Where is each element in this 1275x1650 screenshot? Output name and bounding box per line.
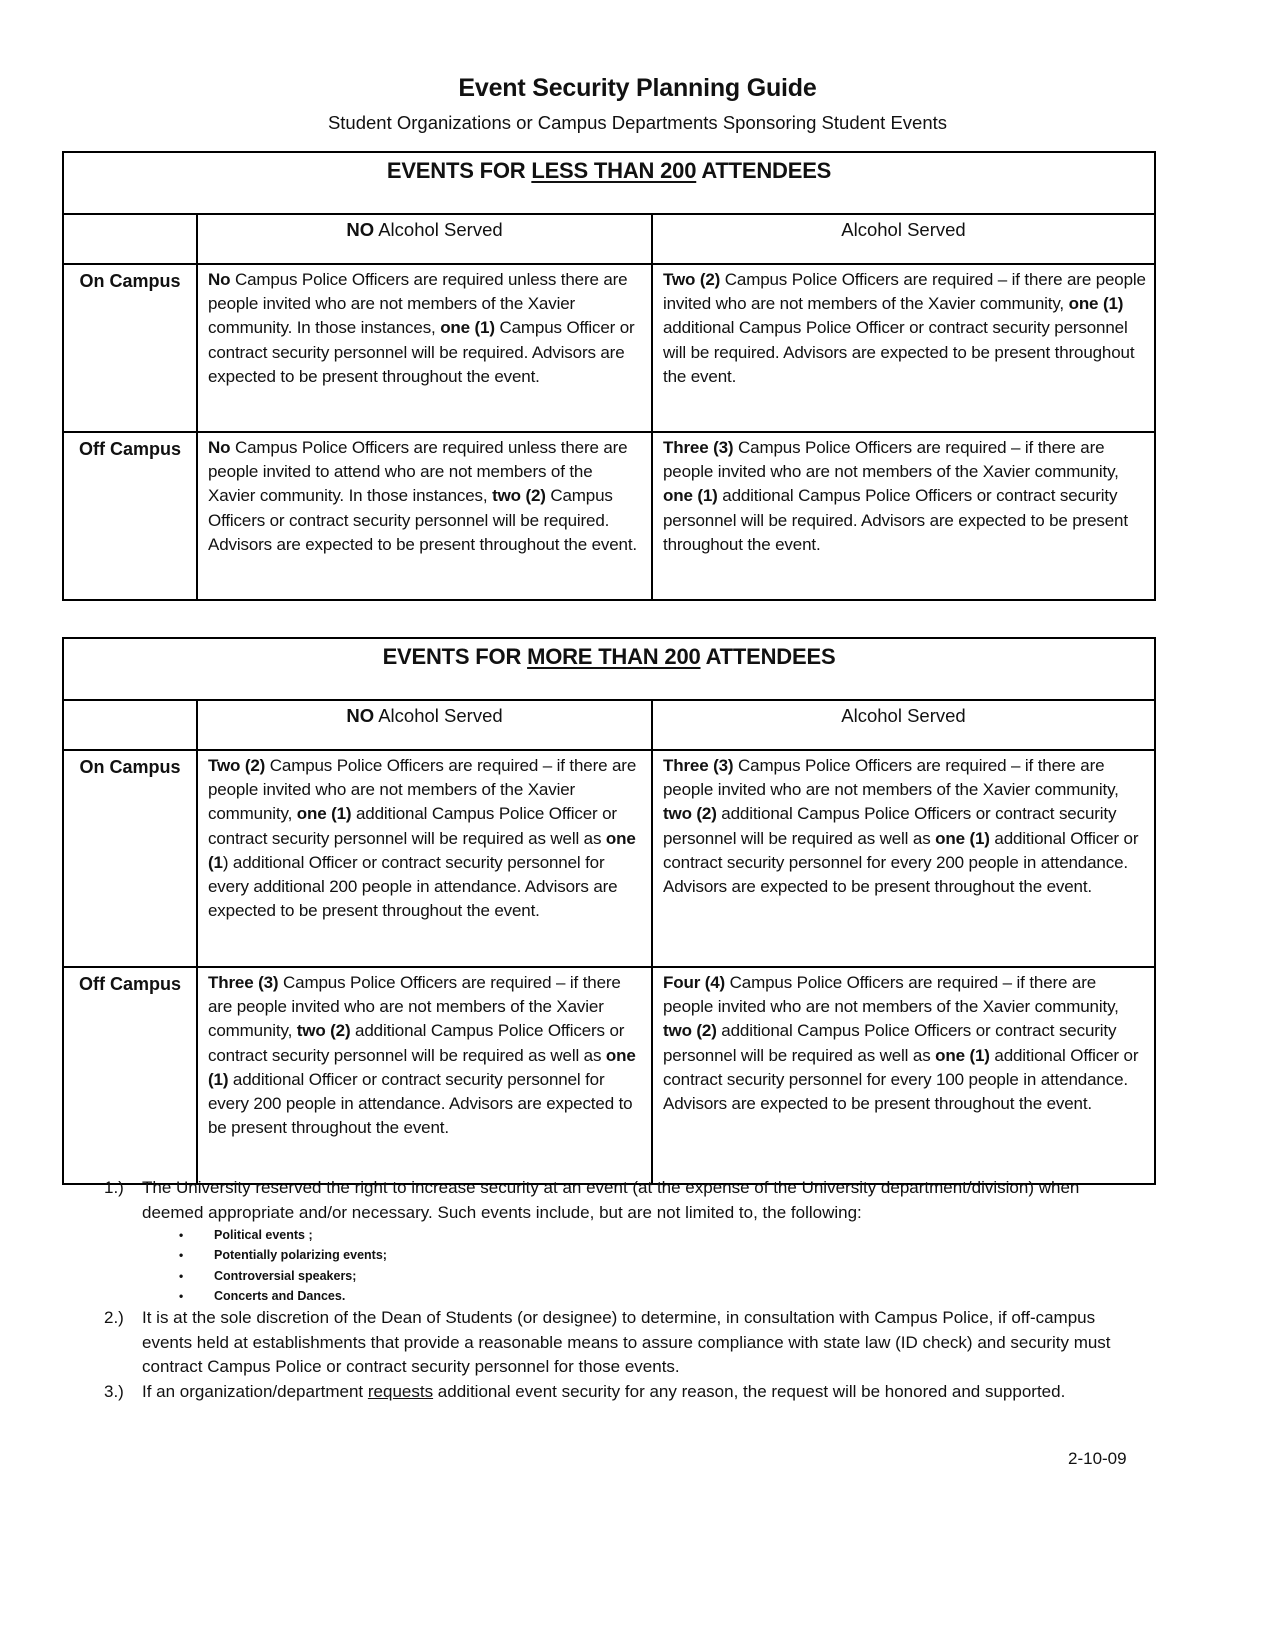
table-heading <box>63 638 1155 700</box>
cell-text: additional Officer or contract security personnel for every 100 people in attendance. Advisors are expected to be present throughout the event. <box>663 1045 1139 1114</box>
cell-text: Campus Police Officers are required – if there are people invited who are not members of the Xavier community, <box>663 438 1119 482</box>
cell-text: additional Campus Police Officers or contract security personnel will be required as well as <box>208 1021 625 1065</box>
cell-on-campus-alcohol <box>652 750 1155 967</box>
note-2 <box>104 1306 1144 1380</box>
list-item-text: Potentially polarizing events; <box>214 1248 387 1263</box>
column-header-no-alcohol <box>197 214 652 264</box>
cell-text: Campus Police Officers are required unless there are people invited to attend who are not members of the Xavier community. In those instances, <box>208 438 628 506</box>
column-header-alcohol: Alcohol Served <box>652 700 1155 750</box>
document-title: Event Security Planning Guide <box>458 74 817 102</box>
bold-text: No <box>208 270 231 289</box>
bold-text: two (2) <box>663 804 717 824</box>
row-label-off-campus: Off Campus <box>63 967 197 1184</box>
cell-text: Campus Police Officers are required unless there are people invited who are not members of the Xavier community. In those instances, <box>208 270 628 338</box>
heading-suffix: ATTENDEES <box>700 644 836 669</box>
heading-prefix: EVENTS FOR <box>382 644 528 669</box>
table-more-than-200 <box>62 637 1156 1185</box>
cell-text: ) additional Officer or contract security personnel for every additional 200 people in attendance. Advisors are expected to be present throughout the event. <box>208 852 618 921</box>
cell-on-campus-no-alcohol <box>197 264 652 432</box>
bold-text: one (1) <box>663 486 718 506</box>
note-text-part: If an organization/department <box>142 1381 368 1401</box>
bold-text: one (1 <box>208 828 636 872</box>
cell-text: additional Officer or contract security personnel for every 200 people in attendance. Advisors are expected to be present throughout the event. <box>208 1069 633 1138</box>
note-number: 2.) <box>104 1308 124 1328</box>
cell-off-campus-alcohol <box>652 432 1155 600</box>
note-text-part: additional event security for any reason, the request will be honored and supported. <box>433 1381 1066 1401</box>
table-less-than-200 <box>62 151 1156 601</box>
note-text <box>142 1380 1144 1405</box>
list-item-text: Concerts and Dances. <box>214 1288 346 1303</box>
bold-text: No <box>208 438 231 457</box>
bold-text: Four (4) <box>663 973 726 992</box>
bold-text: Three (3) <box>208 973 279 992</box>
bold-text: one (1) <box>935 828 990 848</box>
cell-text: Campus Police Officers are required – if there are people invited who are not members of the Xavier community, <box>663 973 1119 1017</box>
column-header-alcohol: Alcohol Served <box>652 214 1155 264</box>
list-item <box>179 1286 1144 1306</box>
bold-text: one (1) <box>1068 294 1124 314</box>
list-item-text: Political events ; <box>214 1228 313 1242</box>
bold-text: one (1) <box>296 804 352 824</box>
cell-text: Campus Officers or contract security personnel will be required. Advisors are expected to be present throughout the event. <box>208 486 638 554</box>
note-number: 1.) <box>104 1178 124 1197</box>
note-text: The University reserved the right to increase security at an event (at the expense of the University department/division) when deemed appropriate and/or necessary. Such events include, but are not limited to, the following: <box>142 1178 1080 1222</box>
table-row <box>63 750 1155 967</box>
heading-emphasis: LESS THAN 200 <box>531 158 697 183</box>
bold-text: two (2) <box>492 486 546 506</box>
cell-off-campus-alcohol <box>652 967 1155 1184</box>
cell-text: additional Campus Police Officers or contract security personnel will be required as well as <box>663 804 1117 848</box>
cell-on-campus-alcohol <box>652 264 1155 432</box>
cell-text: Campus Police Officers are required – if there are people invited who are not members of the Xavier community, <box>663 270 1146 314</box>
heading-suffix: ATTENDEES <box>696 158 832 183</box>
bold-text: Three (3) <box>663 756 734 775</box>
row-label-on-campus: On Campus <box>63 750 197 967</box>
cell-text: additional Campus Police Officers or contract security personnel will be required. Advisors are expected to be present throughout the event. <box>663 486 1128 554</box>
note-3 <box>104 1380 1144 1405</box>
row-label-off-campus: Off Campus <box>63 432 197 600</box>
bold-text: Two (2) <box>663 270 721 289</box>
document-date: 2-10-09 <box>1068 1449 1127 1468</box>
bullet-icon: • <box>179 1268 184 1283</box>
document-subtitle: Student Organizations or Campus Departments Sponsoring Student Events <box>327 112 948 133</box>
bold-text: one (1) <box>935 1045 990 1065</box>
table-row <box>63 432 1155 600</box>
bullet-icon: • <box>179 1248 184 1263</box>
cell-on-campus-no-alcohol <box>197 750 652 967</box>
column-header-bold: NO <box>346 219 375 240</box>
column-header-no-alcohol <box>197 700 652 750</box>
column-header-bold: NO <box>346 705 375 726</box>
heading-prefix: EVENTS FOR <box>386 158 532 183</box>
list-item <box>179 1266 1144 1286</box>
bold-text: one (1) <box>440 318 495 338</box>
cell-text: additional Campus Police Officer or contract security personnel will be required as well as <box>208 804 617 848</box>
corner-cell <box>63 700 197 750</box>
column-header-text: Alcohol Served <box>374 705 503 726</box>
cell-text: additional Officer or contract security personnel for every 200 people in attendance. Advisors are expected to be present throughout the event. <box>663 828 1139 897</box>
bold-text: Three (3) <box>663 438 734 457</box>
note-1 <box>104 1176 1144 1225</box>
event-types-list <box>104 1225 1144 1306</box>
cell-text: Campus Police Officers are required – if there are people invited who are not members of the Xavier community, <box>208 756 637 824</box>
cell-text: Campus Police Officers are required – if there are people invited who are not members of the Xavier community, <box>208 973 621 1041</box>
cell-text: Campus Police Officers are required – if there are people invited who are not members of the Xavier community, <box>663 756 1119 800</box>
cell-text: additional Campus Police Officer or contract security personnel will be required. Advisors are expected to be present throughout the event. <box>663 318 1135 386</box>
bold-text: one (1) <box>208 1045 636 1089</box>
corner-cell <box>63 214 197 264</box>
column-header-text: Alcohol Served <box>374 219 503 240</box>
list-item <box>179 1225 1144 1245</box>
note-text-emphasis: requests <box>367 1381 434 1401</box>
note-text: It is at the sole discretion of the Dean of Students (or designee) to determine, in consultation with Campus Police, if off-campus events held at establishments that provide a reasonable means to assure compliance with state law (ID check) and security must contract Campus Police or contract security personnel for those events. <box>142 1308 1111 1377</box>
bold-text: two (2) <box>296 1021 351 1041</box>
cell-text: additional Campus Police Officers or contract security personnel will be required as well as <box>663 1021 1117 1065</box>
table-row <box>63 264 1155 432</box>
bullet-icon: • <box>179 1228 184 1242</box>
heading-emphasis: MORE THAN 200 <box>527 644 701 669</box>
cell-text: Campus Officer or contract security personnel will be required. Advisors are expected to be present throughout the event. <box>208 318 635 386</box>
bullet-icon: • <box>179 1288 184 1303</box>
row-label-on-campus: On Campus <box>63 264 197 432</box>
table-row <box>63 967 1155 1184</box>
cell-off-campus-no-alcohol <box>197 967 652 1184</box>
list-item-text: Controversial speakers; <box>214 1268 357 1283</box>
bold-text: two (2) <box>663 1021 717 1041</box>
note-number: 3.) <box>104 1381 124 1401</box>
list-item <box>179 1245 1144 1265</box>
table-heading <box>63 152 1155 214</box>
cell-off-campus-no-alcohol <box>197 432 652 600</box>
bold-text: Two (2) <box>208 756 266 775</box>
notes-list <box>104 1176 1144 1404</box>
